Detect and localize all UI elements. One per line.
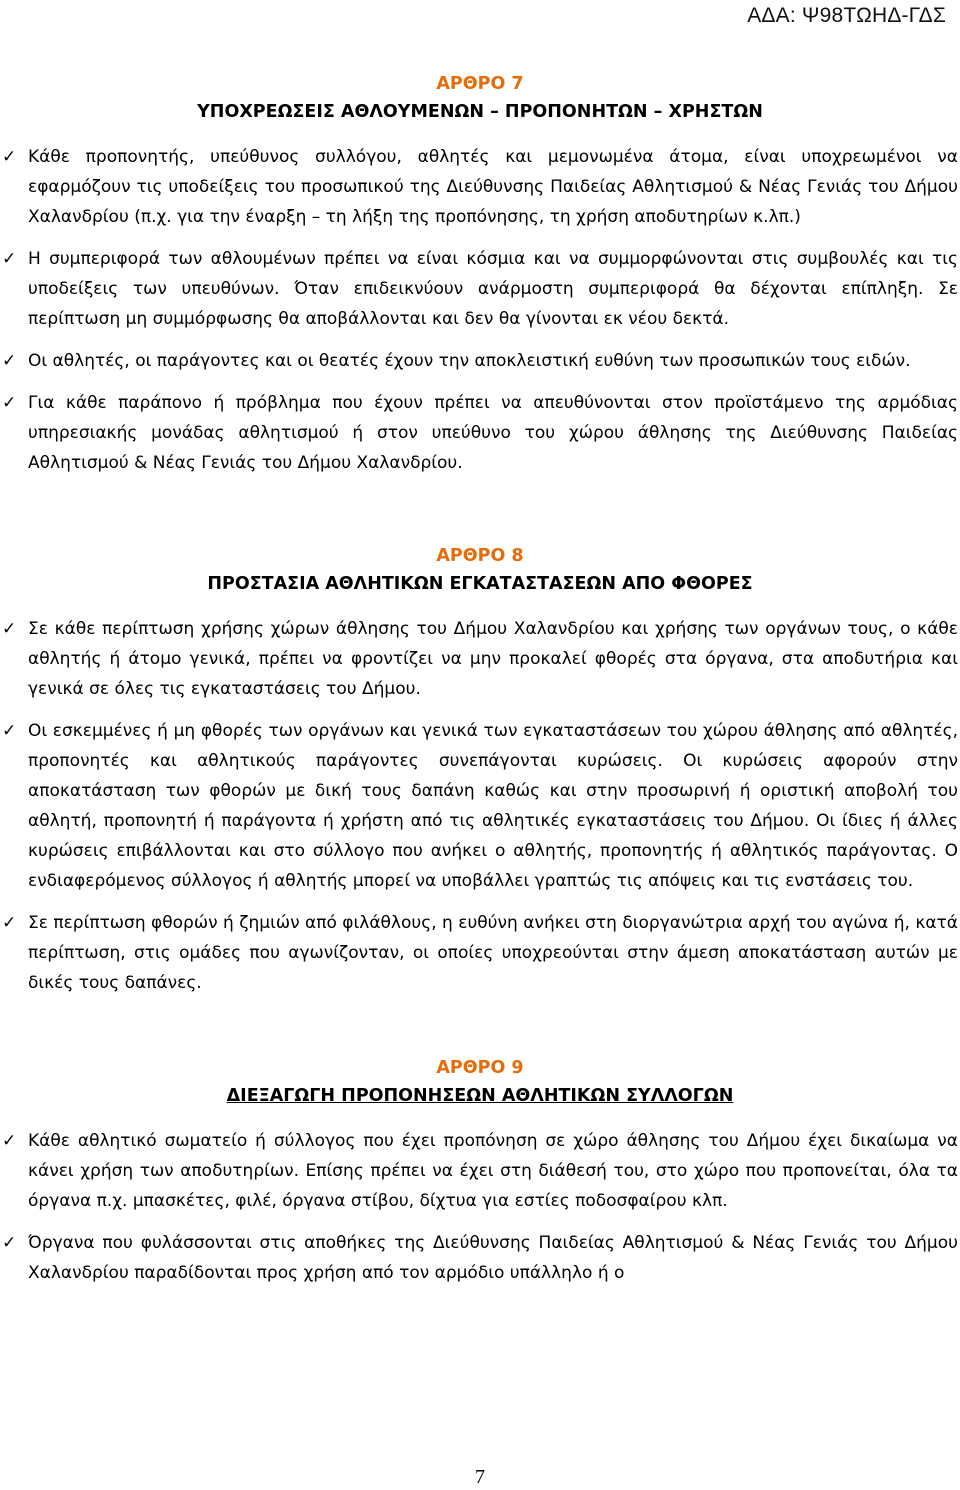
list-item-text: Όργανα που φυλάσσονται στις αποθήκες της Διεύθυνσης Παιδείας Αθλητισμού & Νέας Γενιάς του Δήμου Χαλανδρίου παραδίδονται προς χρήση από τον αρμόδιο υπάλληλο ή ο (28, 1233, 958, 1283)
checkmark-icon: ✓ (2, 147, 17, 167)
checkmark-icon: ✓ (2, 393, 17, 413)
checkmark-icon: ✓ (2, 721, 17, 741)
section-spacer (0, 1010, 960, 1056)
checkmark-icon: ✓ (2, 913, 17, 933)
list-item (0, 1228, 960, 1288)
ada-identifier: ΑΔΑ: Ψ98ΤΩΗΔ-ΓΔΣ (747, 4, 946, 27)
page-number: 7 (475, 1466, 485, 1488)
list-item-text: Κάθε αθλητικό σωματείο ή σύλλογος που έχει προπόνηση σε χώρο άθλησης του Δήμου έχει δικαίωμα να κάνει χρήση των αποδυτηρίων. Επίσης πρέπει να έχει στη διάθεσή του, στο χώρο που προπονείται, όλα τα όργανα π.χ. μπασκέτες, φιλέ, όργανα στίβου, δίχτυα για εστίες ποδοσφαίρου κλπ. (28, 1131, 958, 1211)
list-item-text: Οι αθλητές, οι παράγοντες και οι θεατές έχουν την αποκλειστική ευθύνη των προσωπικών τους ειδών. (28, 351, 911, 371)
article-subtitle: ΔΙΕΞΑΓΩΓΗ ΠΡΟΠΟΝΗΣΕΩΝ ΑΘΛΗΤΙΚΩΝ ΣΥΛΛΟΓΩΝ (226, 1086, 734, 1106)
list-item (0, 1126, 960, 1216)
list-item (0, 388, 960, 478)
article-subtitle: ΥΠΟΧΡΕΩΣΕΙΣ ΑΘΛΟΥΜΕΝΩΝ – ΠΡΟΠΟΝΗΤΩΝ – ΧΡΗΣΤΩΝ (197, 102, 763, 122)
list-item-text: Σε κάθε περίπτωση χρήσης χώρων άθλησης του Δήμου Χαλανδρίου και χρήσης των οργάνων τους, ο κάθε αθλητής ή άτομο γενικά, πρέπει να φροντίζει να μην προκαλεί φθορές στα όργανα, στα αποδυτήρια και γενικά σε όλες τις εγκαταστάσεις του Δήμου. (28, 619, 958, 699)
article-8 (0, 544, 960, 998)
article-9 (0, 1056, 960, 1288)
checkmark-icon: ✓ (2, 1233, 17, 1253)
list-item (0, 908, 960, 998)
article-title: ΑΡΘΡΟ 7 (436, 74, 524, 94)
list-item-text: Σε περίπτωση φθορών ή ζημιών από φιλάθλους, η ευθύνη ανήκει στη διοργανώτρια αρχή του αγώνα ή, κατά περίπτωση, στις ομάδες που αγωνίζονταν, οι οποίες υποχρεούνται στην άμεση αποκατάσταση αυτών με δικές τους δαπάνες. (28, 913, 958, 993)
list-item (0, 244, 960, 334)
list-item (0, 346, 960, 376)
section-spacer (0, 490, 960, 544)
list-item (0, 716, 960, 896)
article-item-list (0, 614, 960, 998)
checkmark-icon: ✓ (2, 249, 17, 269)
checkmark-icon: ✓ (2, 1131, 17, 1151)
list-item-text: Κάθε προπονητής, υπεύθυνος συλλόγου, αθλητές και μεμονωμένα άτομα, είναι υποχρεωμένοι να εφαρμόζουν τις υποδείξεις του προσωπικού της Διεύθυνσης Παιδείας Αθλητισμού & Νέας Γενιάς του Δήμου Χαλανδρίου (π.χ. για την έναρξη – τη λήξη της προπόνησης, τη χρήση αποδυτηρίων κ.λπ.) (28, 147, 958, 227)
list-item-text: Οι εσκεμμένες ή μη φθορές των οργάνων και γενικά των εγκαταστάσεων του χώρου άθλησης από αθλητές, προπονητές και αθλητικούς παράγοντες συνεπάγονται κυρώσεις. Οι κυρώσεις αφορούν στην αποκατάσταση των φθορών με δική τους δαπάνη καθώς και στην προσωρινή ή οριστική αποβολή του αθλητή, προπονητή ή παράγοντα ή χρήστη από τις αθλητικές εγκαταστάσεις του Δήμου. Οι ίδιες ή άλλες κυρώσεις επιβάλλονται και στο σύλλογο που ανήκει ο αθλητής, προπονητής ή αθλητικός παράγοντας. Ο ενδιαφερόμενος σύλλογος ή αθλητής μπορεί να υποβάλλει γραπτώς τις απόψεις και τις ενστάσεις του. (28, 721, 958, 891)
list-item-text: Για κάθε παράπονο ή πρόβλημα που έχουν πρέπει να απευθύνονται στον προϊστάμενο της αρμόδιας υπηρεσιακής μονάδας αθλητισμού ή στον υπεύθυνο του χώρου άθλησης της Διεύθυνσης Παιδείας Αθλητισμού & Νέας Γενιάς του Δήμου Χαλανδρίου. (28, 393, 958, 473)
list-item (0, 614, 960, 704)
checkmark-icon: ✓ (2, 351, 17, 371)
article-item-list (0, 142, 960, 478)
list-item (0, 142, 960, 232)
article-7 (0, 72, 960, 478)
article-title: ΑΡΘΡΟ 9 (436, 1058, 524, 1078)
list-item-text: Η συμπεριφορά των αθλουμένων πρέπει να είναι κόσμια και να συμμορφώνονται στις συμβουλές και τις υποδείξεις των υπευθύνων. Όταν επιδεικνύουν ανάρμοστη συμπεριφορά θα δέχονται επίπληξη. Σε περίπτωση μη συμμόρφωσης θα αποβάλλονται και δεν θα γίνονται εκ νέου δεκτά. (28, 249, 958, 329)
article-subtitle: ΠΡΟΣΤΑΣΙΑ ΑΘΛΗΤΙΚΩΝ ΕΓΚΑΤΑΣΤΑΣΕΩΝ ΑΠΟ ΦΘΟΡΕΣ (207, 574, 753, 594)
checkmark-icon: ✓ (2, 619, 17, 639)
document-body (0, 72, 960, 1300)
article-title: ΑΡΘΡΟ 8 (436, 546, 524, 566)
article-item-list (0, 1126, 960, 1288)
